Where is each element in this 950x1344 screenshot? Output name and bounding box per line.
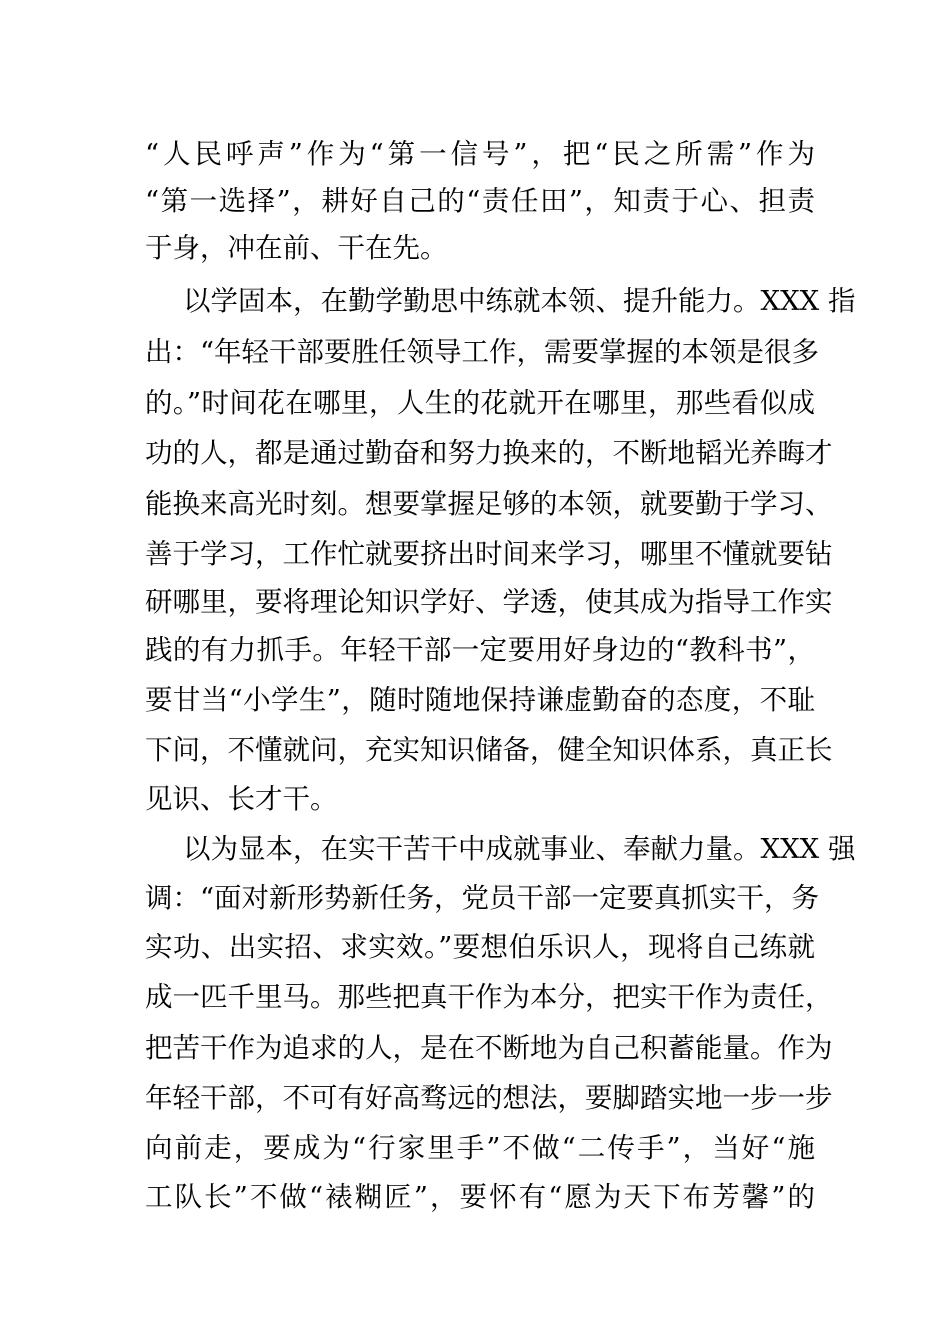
text-line: 出：“年轻干部要胜任领导工作，需要掌握的本领是很多: [145, 336, 820, 368]
text-line: 向前走，要成为“行家里手”不做“二传手”，当好“施: [145, 1132, 815, 1164]
text-line: 工队长”不做“裱糊匠”，要怀有“愿为天下布芳馨”的: [145, 1181, 815, 1213]
text-line: 功的人，都是通过勤奋和努力换来的，不断地韬光养晦才: [145, 437, 833, 469]
text-line: 的。”时间花在哪里，人生的花就开在哪里，那些看似成: [145, 387, 815, 419]
text-line: 于身，冲在前、干在先。: [145, 232, 448, 264]
text-line: 践的有力抓手。年轻干部一定要用好身边的“教科书”，: [145, 634, 815, 666]
text-line: 实功、出实招、求实效。”要想伯乐识人，现将自己练就: [145, 931, 815, 963]
text-line: 年轻干部，不可有好高骛远的想法，要脚踏实地一步一步: [145, 1082, 833, 1114]
text-line: 见识、长才干。: [145, 783, 338, 815]
text-line: 调：“面对新形势新任务，党员干部一定要真抓实干，务: [145, 882, 820, 914]
text-line: “第一选择”，耕好自己的“责任田”，知责于心、担责: [145, 185, 815, 217]
text-line: 要甘当“小学生”，随时随地保持谦虚勤奋的态度，不耻: [145, 684, 815, 716]
text-line: 善于学习，工作忙就要挤出时间来学习，哪里不懂就要钻: [145, 538, 833, 570]
text-line: 把苦干作为追求的人，是在不断地为自己积蓄能量。作为: [145, 1032, 833, 1064]
text-line: 下问，不懂就问，充实知识储备，健全知识体系，真正长: [145, 734, 833, 766]
text-line: 研哪里，要将理论知识学好、学透，使其成为指导工作实: [145, 586, 833, 618]
text-line: 成一匹千里马。那些把真干作为本分，把实干作为责任，: [145, 981, 833, 1013]
paragraph-start-line: 以学固本，在勤学勤思中练就本领、提升能力。XXX 指: [183, 285, 856, 317]
paragraph-start-line: 以为显本，在实干苦干中成就事业、奉献力量。XXX 强: [183, 833, 856, 865]
text-line: “人民呼声”作为“第一信号”，把“民之所需”作为: [145, 138, 815, 170]
text-line: 能换来高光时刻。想要掌握足够的本领，就要勤于学习、: [145, 488, 833, 520]
